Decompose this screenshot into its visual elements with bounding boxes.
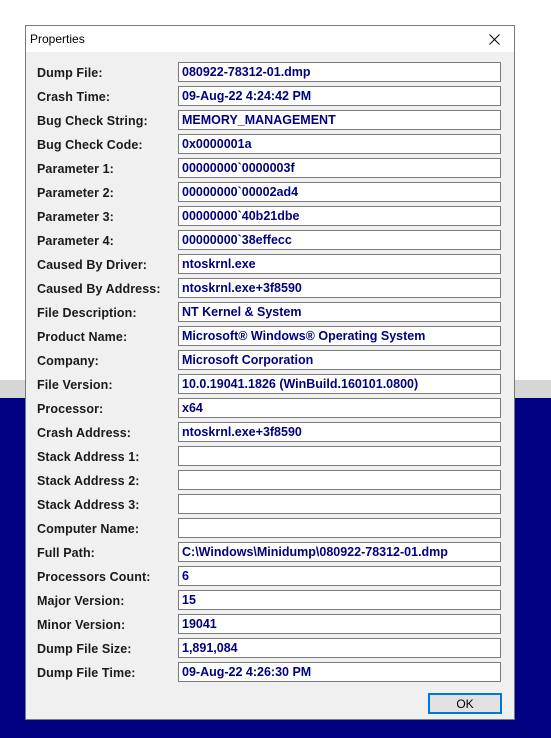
property-row [26, 494, 514, 516]
close-button[interactable] [474, 26, 514, 52]
property-row [26, 206, 514, 228]
property-label: Parameter 3: [37, 210, 114, 224]
property-label: Dump File: [37, 66, 103, 80]
property-value-field[interactable]: ntoskrnl.exe+3f8590 [178, 278, 501, 298]
property-label: Minor Version: [37, 618, 126, 632]
property-row [26, 62, 514, 84]
property-value-field[interactable]: ntoskrnl.exe [178, 254, 501, 274]
property-value-field[interactable]: 1,891,084 [178, 638, 501, 658]
property-value-field[interactable]: 00000000`0000003f [178, 158, 501, 178]
property-row [26, 230, 514, 252]
property-row [26, 326, 514, 348]
property-value-field[interactable]: 00000000`38effecc [178, 230, 501, 250]
property-value-field[interactable]: C:\Windows\Minidump\080922-78312-01.dmp [178, 542, 501, 562]
property-row [26, 182, 514, 204]
close-icon [489, 34, 500, 45]
property-row [26, 374, 514, 396]
property-label: Crash Address: [37, 426, 132, 440]
property-row [26, 398, 514, 420]
property-row [26, 158, 514, 180]
property-value-field[interactable]: 19041 [178, 614, 501, 634]
property-label: Full Path: [37, 546, 95, 560]
property-label: Stack Address 3: [37, 498, 140, 512]
property-value-field[interactable]: NT Kernel & System [178, 302, 501, 322]
title-bar [26, 26, 514, 52]
ok-button[interactable]: OK [428, 693, 502, 714]
property-row [26, 446, 514, 468]
property-label: Company: [37, 354, 99, 368]
property-label: File Version: [37, 378, 113, 392]
window-title: Properties [30, 32, 85, 46]
property-value-field[interactable]: 0x0000001a [178, 134, 501, 154]
property-value-field[interactable] [178, 494, 501, 514]
property-row [26, 422, 514, 444]
property-value-field[interactable]: Microsoft Corporation [178, 350, 501, 370]
property-value-field[interactable]: 09-Aug-22 4:26:30 PM [178, 662, 501, 682]
property-label: Processors Count: [37, 570, 151, 584]
property-value-field[interactable] [178, 518, 501, 538]
property-row [26, 470, 514, 492]
property-value-field[interactable]: 15 [178, 590, 501, 610]
property-label: Caused By Address: [37, 282, 161, 296]
property-value-field[interactable]: 080922-78312-01.dmp [178, 62, 501, 82]
property-value-field[interactable]: 00000000`00002ad4 [178, 182, 501, 202]
property-value-field[interactable]: MEMORY_MANAGEMENT [178, 110, 501, 130]
property-row [26, 566, 514, 588]
property-value-field[interactable] [178, 470, 501, 490]
property-value-field[interactable]: Microsoft® Windows® Operating System [178, 326, 501, 346]
property-label: Caused By Driver: [37, 258, 148, 272]
property-row [26, 278, 514, 300]
property-row [26, 86, 514, 108]
property-row [26, 590, 514, 612]
property-value-field[interactable]: 00000000`40b21dbe [178, 206, 501, 226]
property-row [26, 110, 514, 132]
property-label: Bug Check String: [37, 114, 148, 128]
property-label: Dump File Size: [37, 642, 132, 656]
property-value-field[interactable]: x64 [178, 398, 501, 418]
properties-dialog [25, 25, 515, 720]
property-label: Processor: [37, 402, 104, 416]
property-label: Major Version: [37, 594, 125, 608]
property-value-field[interactable]: 09-Aug-22 4:24:42 PM [178, 86, 501, 106]
property-row [26, 638, 514, 660]
property-label: Bug Check Code: [37, 138, 143, 152]
property-row [26, 614, 514, 636]
property-row [26, 662, 514, 684]
property-label: Crash Time: [37, 90, 111, 104]
property-row [26, 542, 514, 564]
property-row [26, 254, 514, 276]
property-label: Stack Address 1: [37, 450, 140, 464]
property-value-field[interactable]: 10.0.19041.1826 (WinBuild.160101.0800) [178, 374, 501, 394]
property-label: File Description: [37, 306, 137, 320]
property-row [26, 350, 514, 372]
property-label: Computer Name: [37, 522, 140, 536]
property-label: Parameter 4: [37, 234, 114, 248]
property-label: Stack Address 2: [37, 474, 140, 488]
property-value-field[interactable]: ntoskrnl.exe+3f8590 [178, 422, 501, 442]
property-row [26, 134, 514, 156]
property-value-field[interactable] [178, 446, 501, 466]
property-value-field[interactable]: 6 [178, 566, 501, 586]
property-row [26, 518, 514, 540]
property-row [26, 302, 514, 324]
property-label: Product Name: [37, 330, 128, 344]
property-label: Parameter 1: [37, 162, 114, 176]
property-label: Parameter 2: [37, 186, 114, 200]
property-label: Dump File Time: [37, 666, 136, 680]
